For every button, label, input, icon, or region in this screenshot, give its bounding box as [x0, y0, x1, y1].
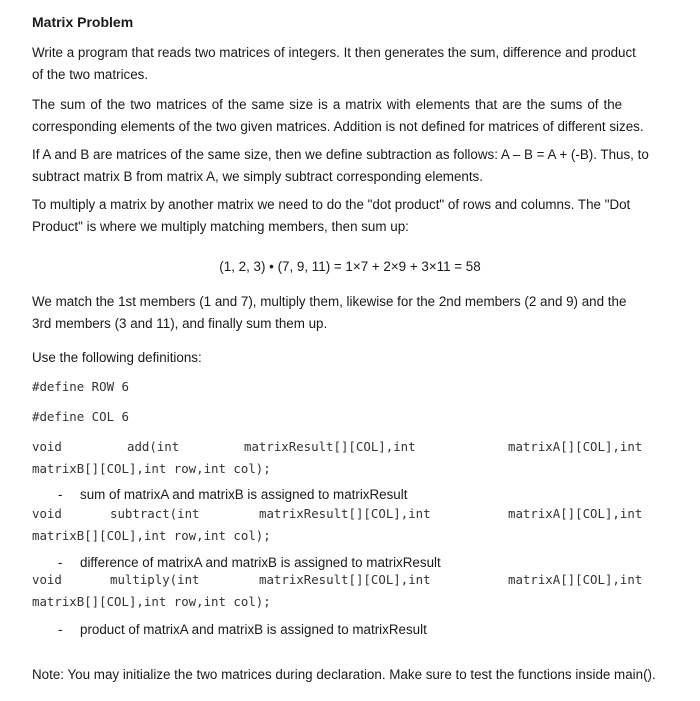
signature-line-1 [32, 436, 672, 458]
subtract-function-signature [32, 503, 672, 547]
intro-paragraph [32, 42, 674, 86]
match-line-1: We match the 1st members (1 and 7), multiply them, likewise for the 2nd members (2 and 9) and the [32, 294, 627, 309]
bullet-dash: - [58, 487, 63, 502]
result-param: matrixResult[][COL],int [259, 506, 431, 521]
matrix-a-param: matrixA[][COL],int [508, 506, 643, 521]
function-name: multiply(int [110, 572, 200, 587]
match-line-2: 3rd members (3 and 11), and finally sum them up. [32, 316, 328, 331]
return-type: void [32, 572, 62, 587]
definitions-intro: Use the following definitions: [32, 350, 202, 365]
signature-line-1 [32, 503, 672, 525]
add-function-signature [32, 436, 672, 480]
sum-paragraph [32, 94, 674, 138]
multiply-line-2: Product" is where we multiply matching members, then sum up: [32, 219, 409, 234]
function-name: subtract(int [110, 506, 200, 521]
page-title: Matrix Problem [32, 14, 134, 30]
return-type: void [32, 506, 62, 521]
intro-line-1: Write a program that reads two matrices of integers. It then generates the sum, difference and product [32, 45, 636, 60]
add-description [58, 485, 407, 505]
multiply-function-signature [32, 569, 672, 613]
matrix-a-param: matrixA[][COL],int [508, 572, 643, 587]
sum-line-1: The sum of the two matrices of the same size is a matrix with elements that are the sums of the [32, 97, 623, 112]
signature-line-2: matrixB[][COL],int row,int col); [32, 461, 271, 476]
subtract-paragraph [32, 144, 674, 188]
bullet-dash: - [58, 555, 63, 570]
intro-line-2: of the two matrices. [32, 67, 149, 82]
result-param: matrixResult[][COL],int [259, 572, 431, 587]
dot-product-formula: (1, 2, 3) • (7, 9, 11) = 1×7 + 2×9 + 3×11 = 58 [219, 259, 481, 274]
multiply-description-text: product of matrixA and matrixB is assigned to matrixResult [80, 622, 427, 637]
signature-line-2: matrixB[][COL],int row,int col); [32, 528, 271, 543]
signature-line-1 [32, 569, 672, 591]
subtract-line-1: If A and B are matrices of the same size, then we define subtraction as follows: A – B = A + (-B). Thus, to [32, 147, 649, 162]
sum-line-2: corresponding elements of the two given matrices. Addition is not defined for matrices of different sizes. [32, 119, 644, 134]
multiply-line-1: To multiply a matrix by another matrix we need to do the "dot product" of rows and columns. The "Dot [32, 197, 631, 212]
bullet-dash: - [58, 622, 63, 637]
function-name: add(int [127, 439, 180, 454]
return-type: void [32, 439, 62, 454]
define-col: #define COL 6 [32, 409, 129, 424]
multiply-description [58, 620, 427, 640]
match-paragraph [32, 291, 674, 335]
matrix-a-param: matrixA[][COL],int [508, 439, 643, 454]
add-description-text: sum of matrixA and matrixB is assigned to matrixResult [80, 487, 408, 502]
subtract-line-2: subtract matrix B from matrix A, we simply subtract corresponding elements. [32, 169, 483, 184]
define-row: #define ROW 6 [32, 379, 129, 394]
multiply-paragraph [32, 194, 674, 238]
result-param: matrixResult[][COL],int [244, 439, 416, 454]
signature-line-2: matrixB[][COL],int row,int col); [32, 594, 271, 609]
note-text: Note: You may initialize the two matrices during declaration. Make sure to test the functions inside main(). [32, 667, 656, 682]
subtract-description-text: difference of matrixA and matrixB is assigned to matrixResult [80, 555, 441, 570]
